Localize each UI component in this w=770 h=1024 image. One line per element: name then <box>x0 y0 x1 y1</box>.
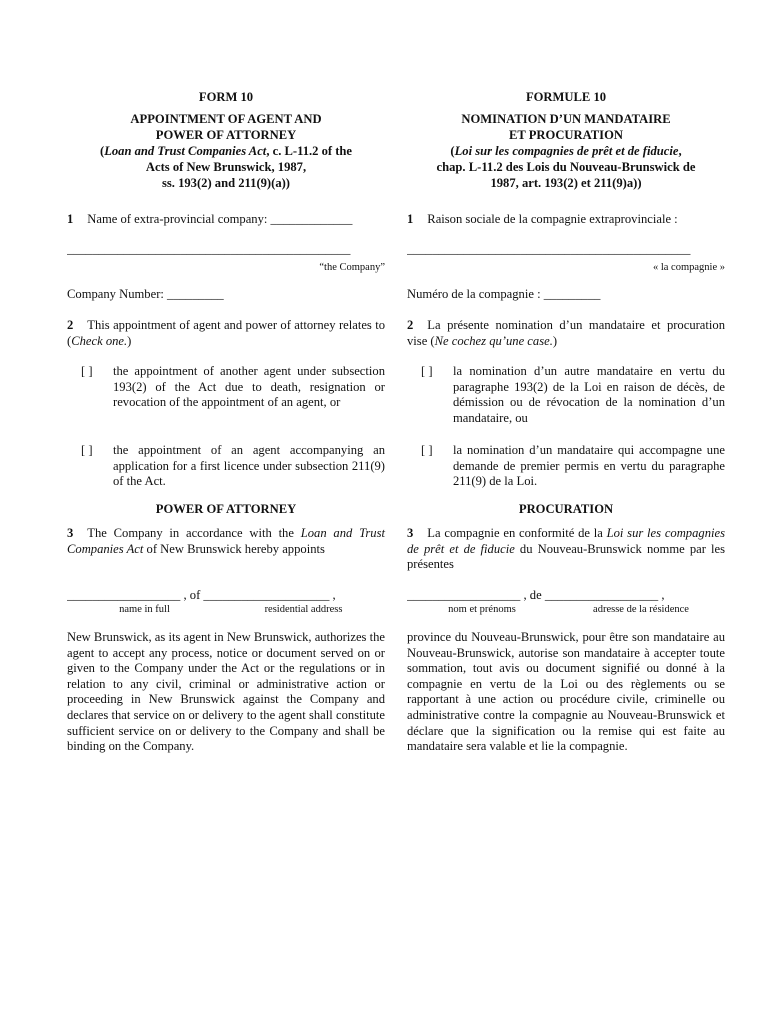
option-2 <box>67 443 385 490</box>
agent-captions <box>407 602 725 618</box>
form-label: FORMULE 10 <box>525 90 607 104</box>
power-of-attorney-heading: POWER OF ATTORNEY <box>155 502 297 516</box>
option-2-checkbox[interactable]: [ ] <box>81 443 93 457</box>
act-citation-line1: (Loi sur les compagnies de prêt et de fiducie, <box>450 144 682 158</box>
section-2: 2 This appointment of agent and power of attorney relates to (Check one.) <box>67 318 385 348</box>
company-name-field[interactable]: Raison sociale de la compagnie extraprovinciale : <box>427 212 678 226</box>
section-3-body: province du Nouveau-Brunswick, pour être son mandataire au Nouveau-Brunswick, autorise son mandataire à accepter toute sommation, tout avis ou document signifié ou donné à la compagnie en vertu de la Loi ou des règlements ou se rapportant à une action ou procédure civile, criminelle ou administrative contre la compagnie au Nouveau-Brunswick et déclare que la signification ou la remise qui est faite au mandataire sera valable et lie la compagnie. <box>407 630 725 754</box>
option-1 <box>67 364 385 411</box>
section-1: 1 Raison sociale de la compagnie extraprovinciale : <box>407 212 678 226</box>
form-title-line2: ET PROCURATION <box>509 128 623 142</box>
agent-name-address-line[interactable]: __________________ , of ____________________ , <box>67 588 336 602</box>
act-name: Loan and Trust Companies Act <box>104 144 267 158</box>
section-3: 3 The Company in accordance with the Loan and Trust Companies Act of New Brunswick hereby appoints <box>67 526 385 556</box>
section-2: 2 La présente nomination d’un mandataire et procuration vise (Ne cochez qu’une case.) <box>407 318 725 348</box>
option-2 <box>407 443 725 490</box>
agent-name-address-line[interactable]: __________________ , de __________________ , <box>407 588 665 602</box>
caption-name: name in full <box>119 604 170 615</box>
option-1-checkbox[interactable]: [ ] <box>81 364 93 378</box>
caption-address: adresse de la résidence <box>593 604 689 615</box>
company-caption: “the Company” <box>319 262 385 273</box>
option-2-text: la nomination d’un mandataire qui accompagne une demande de premier permis en vertu du paragraphe 211(9) de la Loi. <box>453 443 725 489</box>
section-1: 1 Name of extra-provincial company: _____________ <box>67 212 353 226</box>
act-citation-line2: Acts of New Brunswick, 1987, <box>145 160 307 174</box>
form-title-line1: NOMINATION D’UN MANDATAIRE <box>461 112 671 126</box>
procuration-heading: PROCURATION <box>518 502 614 516</box>
company-number-field[interactable]: Numéro de la compagnie : _________ <box>407 287 601 301</box>
act-citation-line1: (Loan and Trust Companies Act, c. L-11.2 of the <box>99 144 353 158</box>
option-1 <box>407 364 725 426</box>
section-3-body: New Brunswick, as its agent in New Brunswick, authorizes the agent to accept any process, notice or document served on or given to the Company under the Act or the regulations or in relation to any civil, criminal or administrative action or proceeding in New Brunswick against the Company and declares that service on or delivery to the agent shall constitute sufficient service on or delivery to the Company and shall be binding on the Company. <box>67 630 385 754</box>
option-1-checkbox[interactable]: [ ] <box>421 364 433 378</box>
option-1-text: the appointment of another agent under subsection 193(2) of the Act due to death, resignation or revocation of the appointment of an agent, or <box>113 364 385 410</box>
company-name-line[interactable]: _____________________________________________ <box>67 242 351 256</box>
company-name-line[interactable]: _____________________________________________ <box>407 242 691 256</box>
act-name: Loi sur les compagnies de prêt et de fiducie <box>454 144 679 158</box>
company-caption: « la compagnie » <box>652 262 725 273</box>
section-3: 3 La compagnie en conformité de la Loi sur les compagnies de prêt et de fiducie du Nouveau-Brunswick nomme par les présentes <box>407 526 725 572</box>
option-1-text: la nomination d’un autre mandataire en vertu du paragraphe 193(2) de la Loi en raison de décès, de démission ou de révocation de la nomination d’un mandataire, ou <box>453 364 725 425</box>
agent-captions <box>67 602 385 618</box>
option-2-text: the appointment of an agent accompanying an application for a first licence under subsection 211(9) of the Act. <box>113 443 385 489</box>
company-number-field[interactable]: Company Number: _________ <box>67 287 224 301</box>
caption-address: residential address <box>264 604 343 615</box>
form-title-line2: POWER OF ATTORNEY <box>155 128 297 142</box>
form-title-line1: APPOINTMENT OF AGENT AND <box>130 112 322 126</box>
act-citation-line3: 1987, art. 193(2) et 211(9)a)) <box>490 176 642 190</box>
form-label: FORM 10 <box>198 90 254 104</box>
caption-name: nom et prénoms <box>448 604 516 615</box>
option-2-checkbox[interactable]: [ ] <box>421 443 433 457</box>
company-name-field[interactable]: Name of extra-provincial company: _____________ <box>87 212 353 226</box>
act-citation-line3: ss. 193(2) and 211(9)(a)) <box>161 176 291 190</box>
act-citation-line2: chap. L-11.2 des Lois du Nouveau-Brunswick de <box>436 160 696 174</box>
